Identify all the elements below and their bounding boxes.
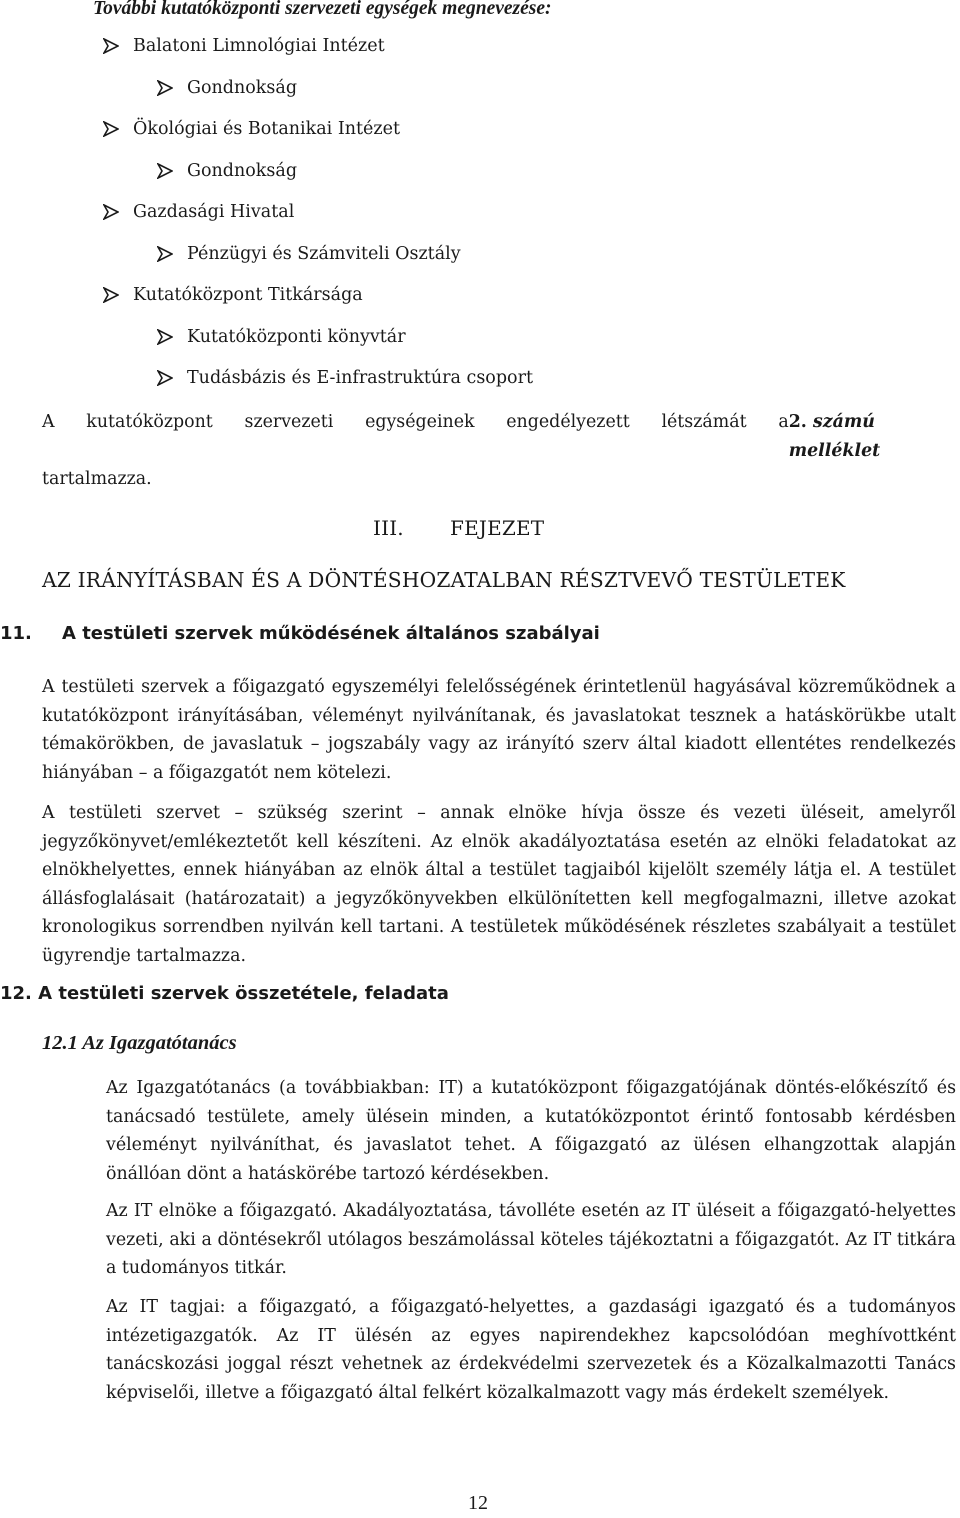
staff-sentence-words: [42, 408, 789, 465]
unit-label: Tudásbázis és E-infrastruktúra csoport: [187, 368, 533, 388]
unit-label: Kutatóközpont Titkársága: [133, 285, 363, 305]
section-11-paragraph-1: A testületi szervek a főigazgató egyszemélyi felelősségének érintetlenül hagyásával közreműködnek a kutatóközpont irányításában, véleményt nyilvánítanak, és javaslatokat tesznek a hatáskörükbe utalt témakörökben, de javaslatuk – jogszabály vagy az irányító szerv által kiadott ellentétes rendelkezés hiányában – a főigazgatót nem kötelezi.: [42, 677, 956, 783]
unit-list-item: [103, 119, 400, 139]
annex-label: számú melléklet: [788, 412, 881, 461]
arrow-bullet-icon: [157, 163, 173, 179]
unit-label: Gondnokság: [187, 78, 298, 98]
unit-list-item: [103, 285, 363, 305]
unit-list-item: [157, 368, 533, 388]
unit-label: Ökológiai és Botanikai Intézet: [133, 119, 401, 139]
unit-list-item: [157, 78, 297, 98]
staff-sentence: [42, 408, 956, 494]
section-12-1-title: 12.1 Az Igazgatótanács: [42, 1032, 237, 1054]
arrow-bullet-icon: [103, 204, 119, 220]
section-heading-units: További kutatóközponti szervezeti egységek megnevezése:: [93, 0, 552, 19]
arrow-bullet-icon: [157, 329, 173, 345]
arrow-bullet-icon: [157, 246, 173, 262]
unit-label: Pénzügyi és Számviteli Osztály: [187, 244, 461, 264]
unit-list-item: [157, 244, 461, 264]
section-11-paragraph-2: A testületi szervet – szükség szerint – annak elnöke hívja össze és vezeti üléseit, amelyről jegyzőkönyvet/emlékeztetőt kell készíteni. Az elnök akadályoztatása esetén az elnöki feladatokat az elnökhelyettes, ennek hiányában az elnök által a testület tagjaiból kijelölt személy látja el. A testület állásfoglalásait (határozatait) a jegyzőkönyvekben elkülönítetten kell megfogalmazni, illetve azokat kronologikus sorrendben nyilván kell tartani. A testületek működésének részletes szabályait a testület ügyrendje tartalmazza.: [42, 803, 956, 966]
staff-sentence-word: egységeinek: [365, 412, 475, 432]
section-11-number: 11.: [0, 623, 32, 644]
arrow-bullet-icon: [157, 80, 173, 96]
staff-sentence-word: A: [42, 412, 55, 432]
staff-sentence-word: kutatóközpont: [86, 412, 213, 432]
staff-sentence-word: szervezeti: [244, 412, 334, 432]
section-12-title: 12. A testületi szervek összetétele, feladata: [0, 983, 449, 1004]
unit-label: Gazdasági Hivatal: [133, 202, 295, 222]
unit-list-item: [103, 36, 385, 56]
arrow-bullet-icon: [103, 38, 119, 54]
section-11-title: A testületi szervek működésének általános szabályai: [62, 623, 600, 644]
annex-number: 2.: [788, 412, 807, 432]
section-12-1-paragraph-3: Az IT tagjai: a főigazgató, a főigazgató-helyettes, a gazdasági igazgató és a tudományos intézetigazgatók. Az IT ülésén az egyes napirendekhez kapcsolódóan meghívottként tanácskozási joggal részt vehetnek az érdekvédelmi szervezetek és a Közalkalmazotti Tanács képviselői, illetve a főigazgató által felkért közalkalmazott vagy más érdekelt személyek.: [106, 1297, 956, 1403]
section-12-1-paragraph-2: Az IT elnöke a főigazgató. Akadályoztatása, távolléte esetén az IT üléseit a főigazgató-helyettes vezeti, aki a döntésekről utólagos beszámolással köteles tájékoztatni a főigazgatót. Az IT titkára a tudományos titkár.: [106, 1201, 956, 1278]
arrow-bullet-icon: [103, 287, 119, 303]
chapter-title: AZ IRÁNYÍTÁSBAN ÉS A DÖNTÉSHOZATALBAN RÉSZTVEVŐ TESTÜLETEK: [42, 568, 846, 592]
unit-list-item: [157, 161, 297, 181]
staff-sentence-annex: [789, 408, 956, 465]
section-12-1-paragraph-1: Az Igazgatótanács (a továbbiakban: IT) a kutatóközpont főigazgatójának döntés-előkészítő és tanácsadó testülete, amely ülésein minden, a kutatóközpontot érintő fontosabb kérdésben véleményt nyilváníthat, és javaslatot tehet. A főigazgató az ülésen elhangzottak alapján önállóan dönt a hatáskörébe tartozó kérdésekben.: [106, 1078, 956, 1184]
arrow-bullet-icon: [103, 121, 119, 137]
staff-sentence-word: engedélyezett: [506, 412, 630, 432]
staff-sentence-word: létszámát: [661, 412, 747, 432]
page-number: 12: [468, 1492, 488, 1514]
arrow-bullet-icon: [157, 370, 173, 386]
unit-label: Kutatóközponti könyvtár: [187, 327, 406, 347]
chapter-label: FEJEZET: [450, 516, 545, 540]
unit-label: Balatoni Limnológiai Intézet: [133, 36, 385, 56]
unit-label: Gondnokság: [187, 161, 298, 181]
staff-sentence-end: tartalmazza.: [42, 469, 152, 489]
chapter-number: III.: [373, 516, 404, 540]
unit-list-item: [103, 202, 294, 222]
unit-list-item: [157, 327, 406, 347]
staff-sentence-word: a: [778, 412, 789, 432]
